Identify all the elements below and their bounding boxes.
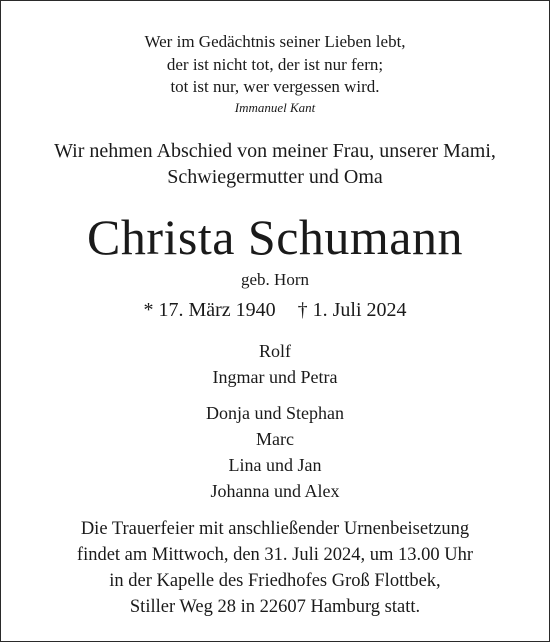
quote-author: Immanuel Kant: [234, 99, 316, 115]
farewell-intro: [1, 138, 549, 190]
mourners-group-2: [1, 400, 549, 504]
mourners-group-1: [1, 338, 549, 390]
quote-line: tot ist nur, wer vergessen wird.: [170, 77, 380, 96]
service-line: Die Trauerfeier mit anschließender Urnenbeisetzung: [80, 519, 470, 539]
service-line: in der Kapelle des Friedhofes Groß Flottbek,: [109, 571, 441, 591]
maiden-name: geb. Horn: [241, 270, 309, 289]
intro-line: Schwiegermutter und Oma: [167, 166, 383, 188]
mourner-name: Johanna und Alex: [210, 481, 340, 501]
quote-line: Wer im Gedächtnis seiner Lieben lebt,: [144, 32, 406, 51]
memorial-quote: [1, 31, 549, 117]
death-date: † 1. Juli 2024: [297, 299, 407, 321]
service-line: Stiller Weg 28 in 22607 Hamburg statt.: [129, 597, 421, 617]
quote-line: der ist nicht tot, der ist nur fern;: [166, 54, 384, 74]
mourner-name: Donja und Stephan: [206, 403, 344, 423]
life-dates: [1, 297, 549, 323]
birth-date: * 17. März 1940: [143, 299, 276, 321]
mourner-name: Rolf: [258, 341, 291, 361]
intro-line: Wir nehmen Abschied von meiner Frau, unserer Mami,: [54, 140, 496, 162]
funeral-service-info: [1, 516, 549, 620]
mourner-name: Marc: [256, 429, 294, 449]
mourner-name: Lina und Jan: [228, 455, 322, 475]
deceased-name: Christa Schumann: [86, 209, 464, 265]
service-line: findet am Mittwoch, den 31. Juli 2024, um 13.00 Uhr: [76, 545, 474, 565]
mourner-name: Ingmar und Petra: [212, 367, 338, 387]
